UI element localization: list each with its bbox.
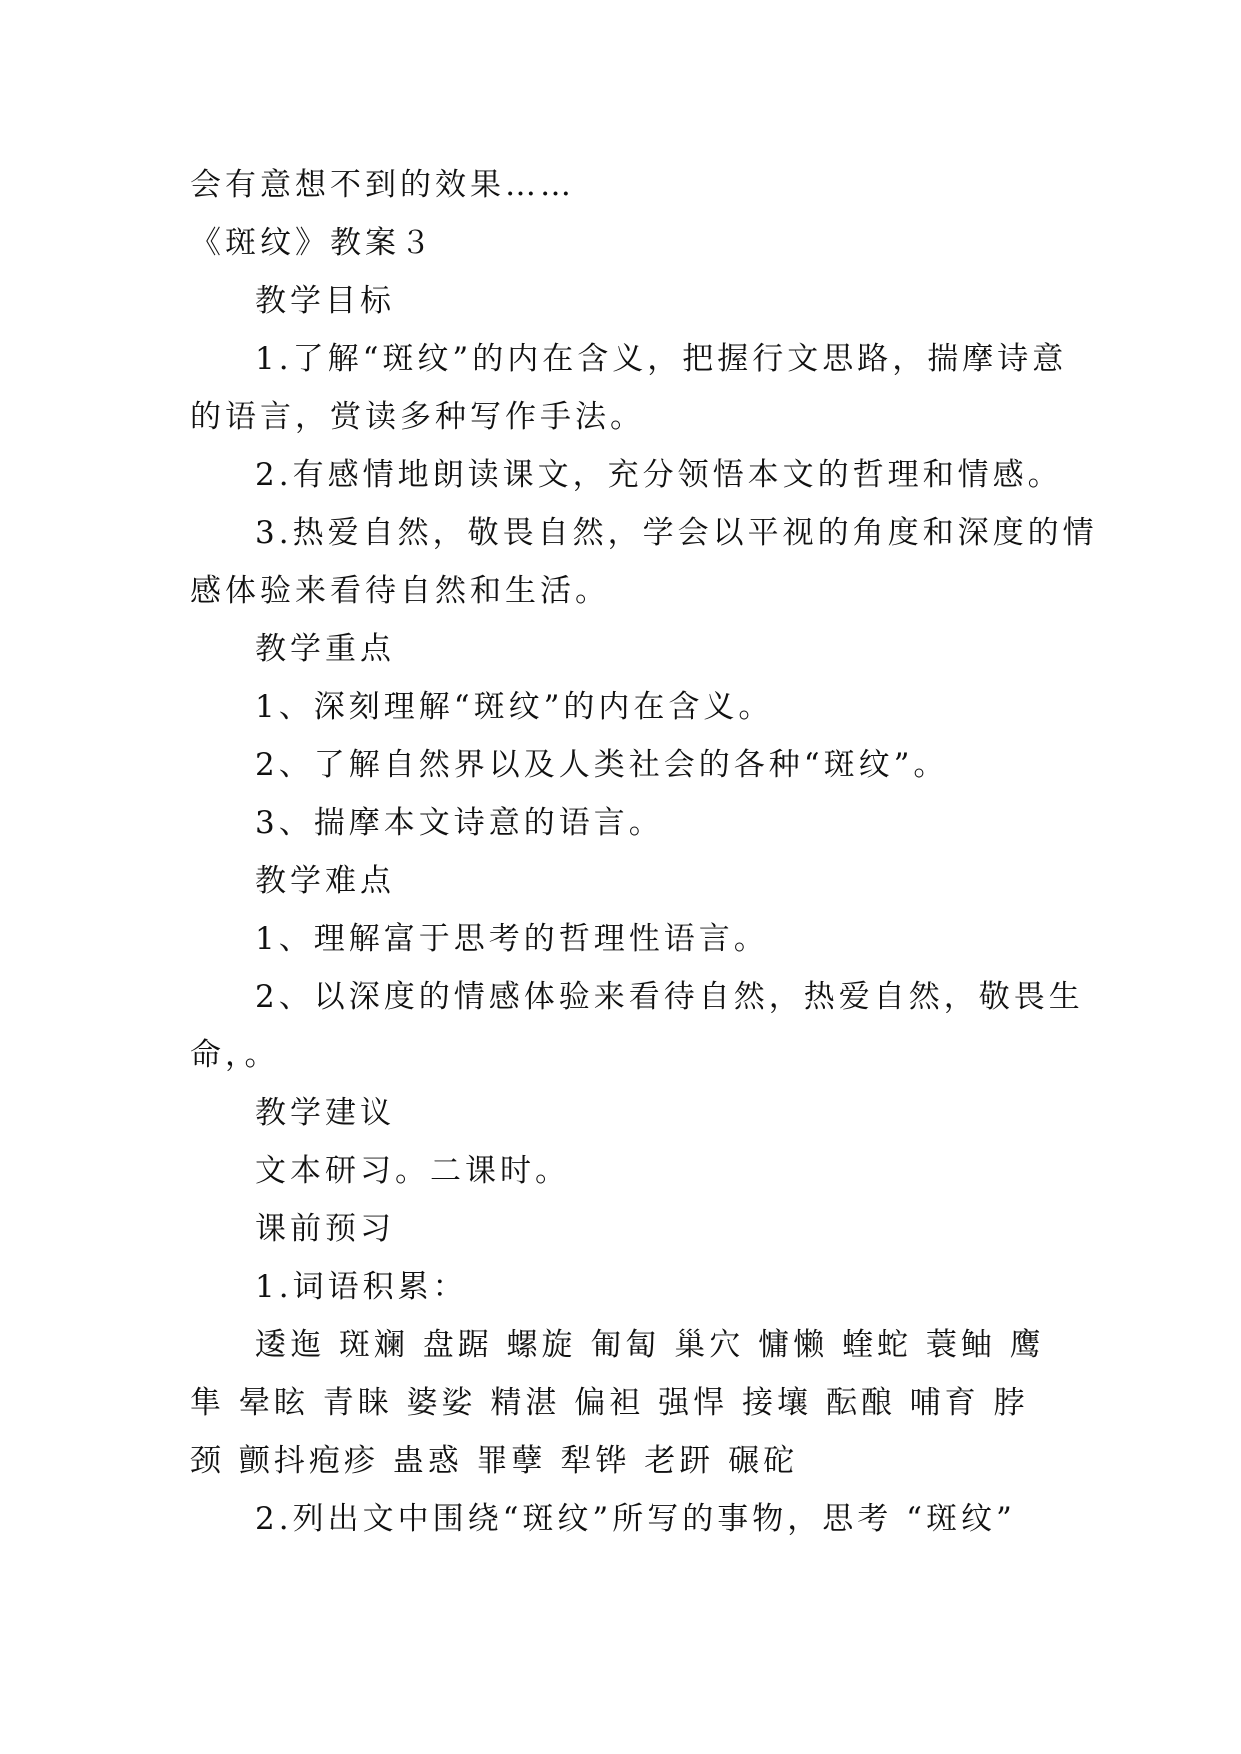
goal-3-line-1: 3.热爱自然，敬畏自然，学会以平视的角度和深度的情 <box>255 515 1098 551</box>
difficulty-1: 1、理解富于思考的哲理性语言。 <box>255 921 769 957</box>
vocabulary-line-2: 隼 晕眩 青睐 婆娑 精湛 偏袒 强悍 接壤 酝酿 哺育 脖 <box>190 1385 1029 1421</box>
heading-difficulties: 教学难点 <box>255 863 395 899</box>
difficulty-2-line-2: 命，。 <box>190 1037 280 1073</box>
goal-3-line-2: 感体验来看待自然和生活。 <box>190 573 610 609</box>
key-point-2: 2、了解自然界以及人类社会的各种“斑纹”。 <box>255 747 949 783</box>
heading-suggestions: 教学建议 <box>255 1095 395 1131</box>
heading-key-points: 教学重点 <box>255 631 395 667</box>
difficulty-2-line-1: 2、以深度的情感体验来看待自然，热爱自然，敬畏生 <box>255 979 1084 1015</box>
preview-item-1-title: 1.词语积累： <box>255 1269 468 1305</box>
text-line-continuation: 会有意想不到的效果…… <box>190 167 575 203</box>
heading-teaching-goals: 教学目标 <box>255 283 395 319</box>
key-point-1: 1、深刻理解“斑纹”的内在含义。 <box>255 689 774 725</box>
preview-item-2: 2.列出文中围绕“斑纹”所写的事物，思考 “斑纹” <box>255 1501 1016 1537</box>
heading-preview: 课前预习 <box>255 1211 395 1247</box>
goal-1-line-2: 的语言，赏读多种写作手法。 <box>190 399 645 435</box>
goal-2: 2.有感情地朗读课文，充分领悟本文的哲理和情感。 <box>255 457 1063 493</box>
suggestion-text: 文本研习。二课时。 <box>255 1153 570 1189</box>
key-point-3: 3、揣摩本文诗意的语言。 <box>255 805 664 841</box>
vocabulary-line-1: 逶迤 斑斓 盘踞 螺旋 匍匐 巢穴 慵懒 蝰蛇 蓑鲉 鹰 <box>255 1327 1045 1363</box>
goal-1-line-1: 1.了解“斑纹”的内在含义，把握行文思路，揣摩诗意 <box>255 341 1068 377</box>
lesson-title: 《斑纹》教案３ <box>190 225 435 261</box>
vocabulary-line-3: 颈 颤抖疱疹 蛊惑 罪孽 犁铧 老趼 碾砣 <box>190 1443 799 1479</box>
